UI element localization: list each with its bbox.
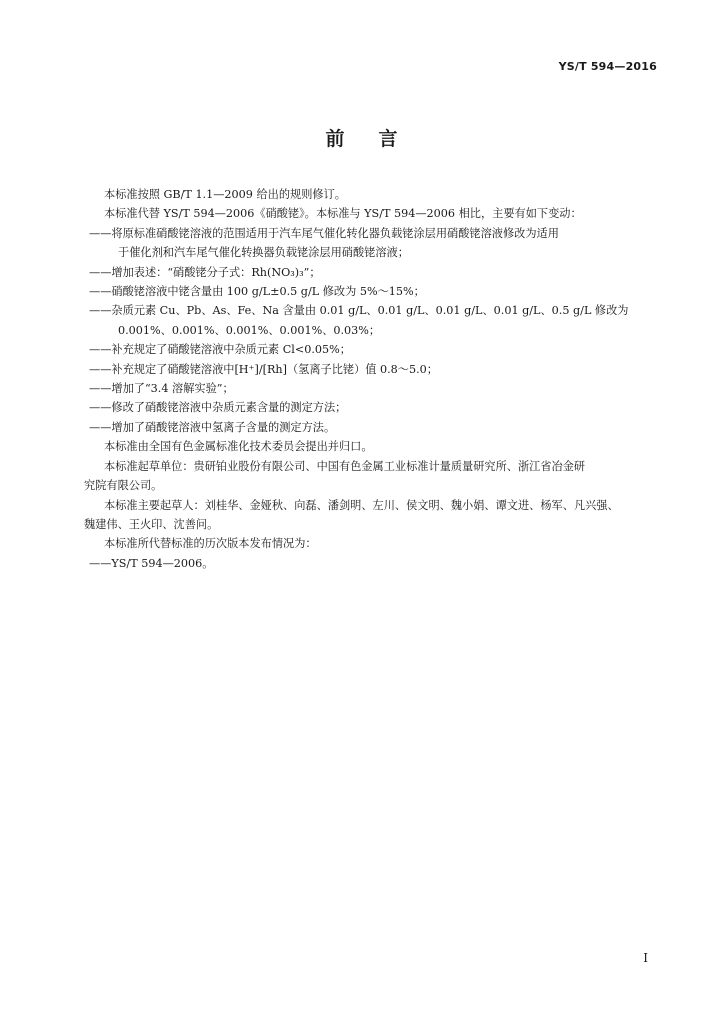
paragraph-proposed-by: 本标准由全国有色金属标准化技术委员会提出并归口。: [104, 440, 373, 454]
change-item-hydrogen-ratio: ——补充规定了硝酸铑溶液中[H⁺]/[Rh]（氢离子比铑）值 0.8～5.0；: [89, 362, 438, 376]
version-history-item: ——YS/T 594—2006。: [89, 556, 214, 570]
change-item-impurities-continued: 0.001%、0.001%、0.001%、0.001%、0.03%；: [118, 323, 381, 337]
paragraph-replaces: 本标准代替 YS/T 594—2006《硝酸铑》。本标准与 YS/T 594—2006 相比，主要有如下变动：: [104, 207, 582, 221]
paragraph-drafting-units-continued: 究院有限公司。: [84, 479, 163, 493]
change-item-formula: ——增加表述：“硝酸铑分子式：Rh(NO₃)₃”；: [89, 265, 321, 279]
change-item-dissolution-test: ——增加了“3.4 溶解实验”；: [89, 382, 234, 396]
change-item-impurity-method: ——修改了硝酸铑溶液中杂质元素含量的测定方法；: [89, 401, 347, 415]
change-item-scope: ——将原标准硝酸铑溶液的范围适用于汽车尾气催化转化器负载铑涂层用硝酸铑溶液修改为适用: [89, 226, 559, 240]
page-number: I: [643, 951, 648, 965]
paragraph-version-history: 本标准所代替标准的历次版本发布情况为：: [104, 537, 317, 551]
paragraph-drafting-units: 本标准起草单位：贵研铂业股份有限公司、中国有色金属工业标准计量质量研究所、浙江省冶金研: [104, 459, 586, 473]
standard-code: YS/T 594—2016: [558, 60, 657, 73]
change-item-rhodium-content: ——硝酸铑溶液中铑含量由 100 g/L±0.5 g/L 修改为 5%～15%；: [89, 285, 425, 299]
foreword-body: [84, 185, 659, 573]
paragraph-drafters-continued: 魏建伟、王火印、沈善问。: [84, 517, 219, 531]
change-item-chlorine: ——补充规定了硝酸铑溶液中杂质元素 Cl<0.05%；: [89, 343, 351, 357]
change-item-hydrogen-method: ——增加了硝酸铑溶液中氢离子含量的测定方法。: [89, 420, 336, 434]
page-title: 前言: [325, 128, 432, 150]
change-item-impurities: ——杂质元素 Cu、Pb、As、Fe、Na 含量由 0.01 g/L、0.01 g/L、0.01 g/L、0.01 g/L、0.5 g/L 修改为: [89, 304, 629, 318]
paragraph-revision-basis: 本标准按照 GB/T 1.1—2009 给出的规则修订。: [104, 188, 346, 201]
paragraph-drafters: 本标准主要起草人：刘桂华、金娅秋、向磊、潘剑明、左川、侯文明、魏小娟、谭文进、杨军、凡兴强、: [104, 498, 619, 512]
change-item-scope-continued: 于催化剂和汽车尾气催化转换器负载铑涂层用硝酸铑溶液；: [118, 246, 409, 260]
